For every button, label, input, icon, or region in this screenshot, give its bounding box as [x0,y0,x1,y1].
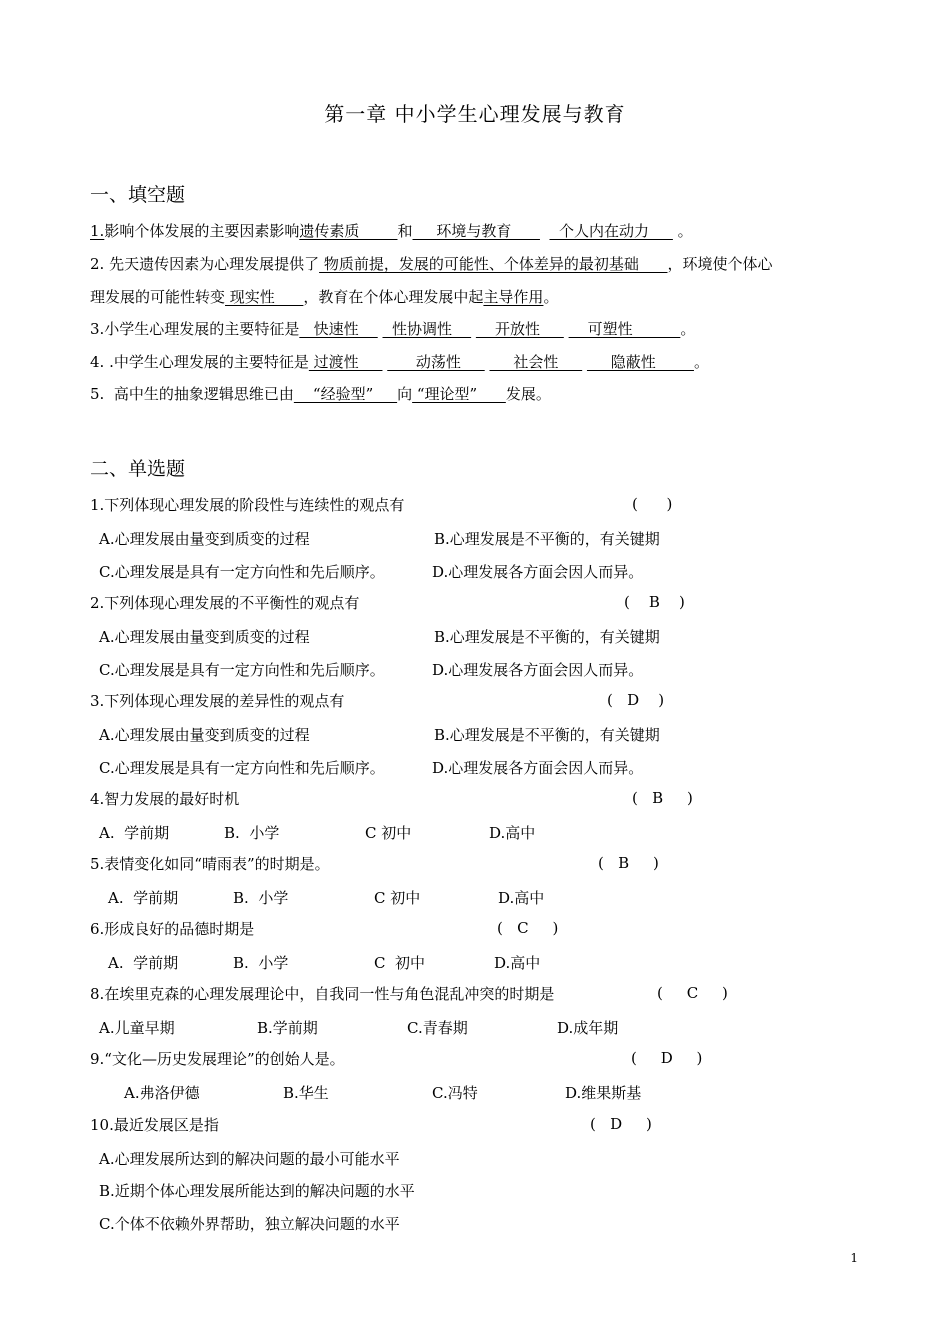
choice-question-10-answer: ( D ) [590,1115,652,1133]
fill-question-1 [90,221,693,241]
q3-answer-2: 性协调性 [382,320,472,338]
fill-question-2-cont [90,287,558,307]
q3-option-a: A.心理发展由量变到质变的过程 [99,726,310,744]
q6-option-c: C 初中 [374,954,426,972]
q1-end: 。 [672,222,693,240]
q8-option-d: D.成年期 [557,1019,619,1037]
q5-option-a: A. 学前期 [108,889,179,907]
q2-option-b: B.心理发展是不平衡的，有关键期 [434,628,660,646]
choice-question-1-stem: 1.下列体现心理发展的阶段性与连续性的观点有 [90,496,405,514]
q8-option-b: B.学前期 [257,1019,318,1037]
q4-option-d: D.高中 [489,824,536,842]
q1-option-c: C.心理发展是具有一定方向性和先后顺序。 [99,563,385,581]
q8-option-c: C.青春期 [407,1019,468,1037]
q2b-answer-2: 主导作用 [483,288,544,306]
choice-question-9-answer: ( D ) [631,1049,703,1067]
q1-answer-2: 环境与教育 [412,222,540,240]
q3-answer-3: 开放性 [475,320,564,338]
choice-question-6-answer: ( C ) [497,919,559,937]
choice-question-5-answer: ( B ) [598,854,659,872]
q8-option-a: A.儿童早期 [99,1019,175,1037]
choice-question-4-answer: ( B ) [632,789,693,807]
q9-option-b: B.华生 [283,1084,329,1102]
q4-answer-1: 过渡性 [308,353,383,371]
q2b-answer-1: 现实性 [225,288,304,306]
q3-option-b: B.心理发展是不平衡的，有关键期 [434,726,660,744]
q2-option-a: A.心理发展由量变到质变的过程 [99,628,310,646]
q4-option-a: A. 学前期 [99,824,170,842]
choice-question-9-stem: 9.“文化—历史发展理论”的创始人是。 [90,1050,345,1068]
q5-end: 发展。 [505,385,551,403]
q3-end: 。 [680,320,696,338]
q2-end: ，环境使个体心 [667,255,773,273]
q1-gap [540,222,550,240]
page-number: 1 [850,1251,858,1265]
q6-option-b: B. 小学 [233,954,289,972]
q3-option-c: C.心理发展是具有一定方向性和先后顺序。 [99,759,385,777]
q10-option-b: B.近期个体心理发展所能达到的解决问题的水平 [99,1182,415,1200]
q4-answer-4: 隐蔽性 [586,353,694,371]
q4-option-c: C 初中 [365,824,412,842]
choice-question-8-stem: 8.在埃里克森的心理发展理论中，自我同一性与角色混乱冲突的时期是 [90,985,555,1003]
q4-option-b: B. 小学 [224,824,280,842]
section-heading-single-choice: 二、单选题 [90,458,186,480]
q1-option-d: D.心理发展各方面会因人而异。 [432,563,644,581]
q3-pre: 3.小学生心理发展的主要特征是 [90,320,300,338]
choice-question-6-stem: 6.形成良好的品德时期是 [90,920,255,938]
q3-answer-4: 可塑性 [568,320,681,338]
q9-option-a: A.弗洛伊德 [124,1084,200,1102]
q5-answer-1: “经验型” [293,385,398,403]
q5-option-d: D.高中 [498,889,545,907]
q2-num: 2. [90,255,105,273]
q5-option-c: C 初中 [374,889,421,907]
q5-mid: 向 [397,385,413,403]
q9-option-c: C.冯特 [432,1084,478,1102]
q2-answer-1: 物质前提，发展的可能性、个体差异的最初基础 [319,255,668,273]
q5-answer-2: “理论型” [412,385,506,403]
q3-option-d: D.心理发展各方面会因人而异。 [432,759,644,777]
q4-pre: 4. .中学生心理发展的主要特征是 [90,353,309,371]
q3-answer-1: 快速性 [299,320,378,338]
q4-answer-2: 动荡性 [387,353,485,371]
q2b-mid: ，教育在个体心理发展中起 [303,288,484,306]
q1-pre: 影响个体发展的主要因素影响 [104,222,300,240]
q9-option-d: D.维果斯基 [565,1084,642,1102]
fill-question-3 [90,319,695,339]
q1-answer-3: 个人内在动力 [549,222,673,240]
q2-pre: 先天遗传因素为心理发展提供了 [104,255,320,273]
q1-mid: 和 [397,222,413,240]
q5-option-b: B. 小学 [233,889,289,907]
q6-option-d: D.高中 [494,954,541,972]
q1-num: 1. [90,222,105,240]
q10-option-a: A.心理发展所达到的解决问题的最小可能水平 [99,1150,400,1168]
choice-question-2-answer: ( B ) [624,593,685,611]
q1-option-a: A.心理发展由量变到质变的过程 [99,530,310,548]
choice-question-5-stem: 5.表情变化如同“晴雨表”的时期是。 [90,855,330,873]
q6-option-a: A. 学前期 [108,954,179,972]
page-title: 第一章 中小学生心理发展与教育 [324,102,626,126]
q2b-pre: 理发展的可能性转变 [90,288,226,306]
choice-question-4-stem: 4.智力发展的最好时机 [90,790,240,808]
q1-answer-1: 遗传素质 [299,222,398,240]
q1-option-b: B.心理发展是不平衡的，有关键期 [434,530,660,548]
choice-question-2-stem: 2.下列体现心理发展的不平衡性的观点有 [90,594,360,612]
fill-question-5 [90,384,551,404]
fill-question-4 [90,352,709,372]
section-heading-fill-blank: 一、填空题 [90,184,186,206]
q2-option-d: D.心理发展各方面会因人而异。 [432,661,644,679]
q4-answer-3: 社会性 [489,353,583,371]
choice-question-8-answer: ( C ) [657,984,728,1002]
choice-question-1-answer: ( ) [632,495,673,513]
choice-question-10-stem: 10.最近发展区是指 [90,1116,219,1134]
fill-question-2 [90,254,773,274]
q5-pre: 5. 高中生的抽象逻辑思维已由 [90,385,294,403]
q2b-end: 。 [543,288,559,306]
choice-question-3-answer: ( D ) [607,691,665,709]
q10-option-c: C.个体不依赖外界帮助，独立解决问题的水平 [99,1215,400,1233]
q4-end: 。 [693,353,709,371]
choice-question-3-stem: 3.下列体现心理发展的差异性的观点有 [90,692,345,710]
q2-option-c: C.心理发展是具有一定方向性和先后顺序。 [99,661,385,679]
